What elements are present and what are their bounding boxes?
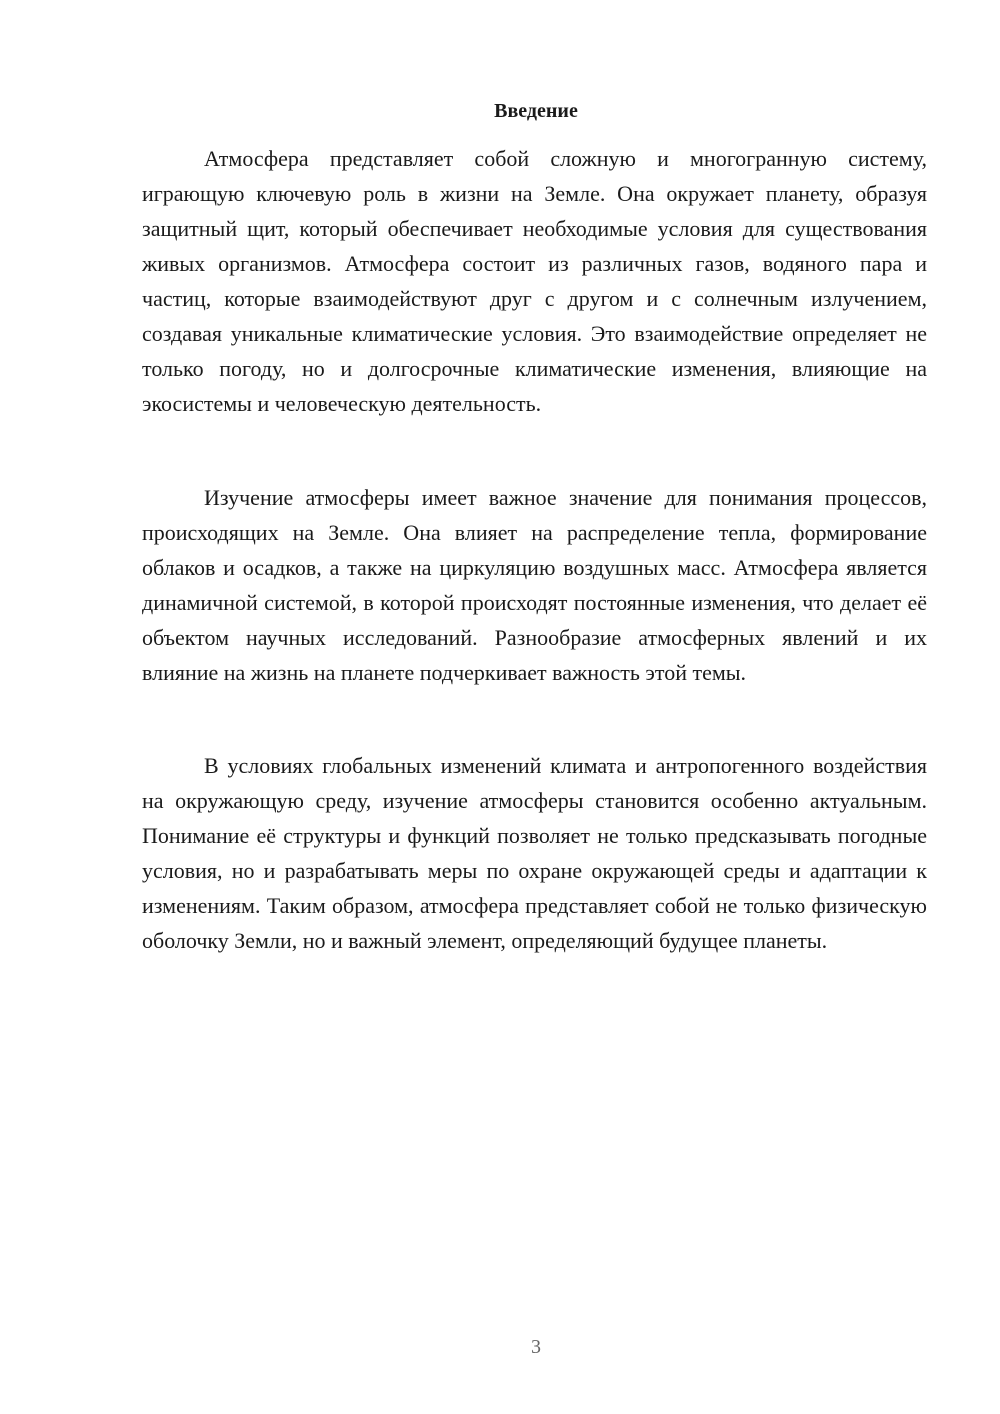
paragraph-3: В условиях глобальных изменений климата и антропогенного воздействия на окружающую среду, изучение атмосферы становится особенно актуальным. Понимание её структуры и функций позволяет не только предсказывать погодные условия, но и разрабатывать меры по охране окружающей среды и адаптации к изменениям. Таким образом, атмосфера представляет собой не только физическую оболочку Земли, но и важный элемент, определяющий будущее планеты. xyxy=(142,753,927,953)
paragraph-2: Изучение атмосферы имеет важное значение для понимания процессов, происходящих на Земле. Она влияет на распределение тепла, формирование облаков и осадков, а также на циркуляцию воздушных масс. Атмосфера является динамичной системой, в которой происходят постоянные изменения, что делает её объектом научных исследований. Разнообразие атмосферных явлений и их влияние на жизнь на планете подчеркивает важность этой темы. xyxy=(142,485,927,685)
page-number: 3 xyxy=(531,1336,541,1358)
paragraph-1: Атмосфера представляет собой сложную и многогранную систему, играющую ключевую роль в жизни на Земле. Она окружает планету, образуя защитный щит, который обеспечивает необходимые условия для существования живых организмов. Атмосфера состоит из различных газов, водяного пара и частиц, которые взаимодействуют друг с другом и с солнечным излучением, создавая уникальные климатические условия. Это взаимодействие определяет не только погоду, но и долгосрочные климатические изменения, влияющие на экосистемы и человеческую деятельность. xyxy=(142,146,927,416)
section-title: Введение xyxy=(494,100,578,122)
